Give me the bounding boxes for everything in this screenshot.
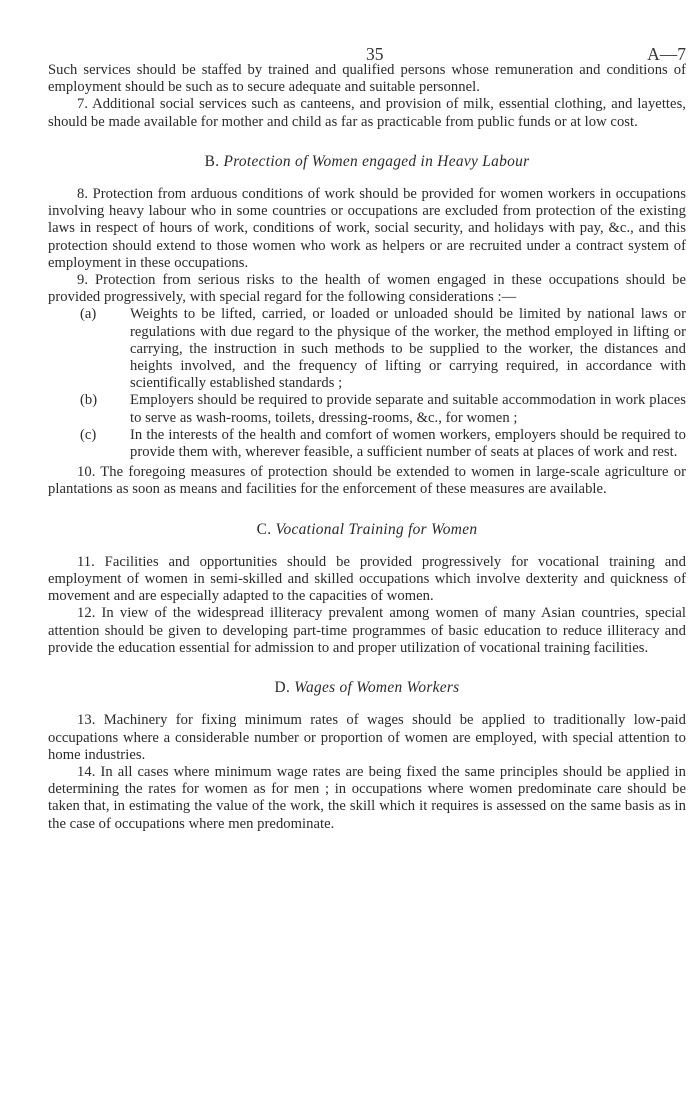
list-item-marker: (b) [80, 392, 98, 409]
list-item-text: Employers should be required to provide separate and suitable accommodation in work places to serve as wash-rooms, toilets, dressing-rooms, &c., for women ; [130, 392, 686, 426]
section-letter: B. [204, 152, 220, 170]
paragraph-11: 11. Facilities and opportunities should be provided progressively for vocational training and employment of women in semi-skilled and skilled occupations which involve dexterity and quickness of movement and are especially adapted to the capacities of women. [48, 553, 686, 605]
list-item-text: Weights to be lifted, carried, or loaded or unloaded should be limited by national laws or regulations with due regard to the physique of the worker, the method employed in lifting or carrying, the instruction in such methods to be supplied to the worker, the distances and heights involved, and the frequency of lifting or carrying required, in accordance with scientifically established standards ; [130, 306, 686, 392]
paragraph-8: 8. Protection from arduous conditions of work should be provided for women workers in occupations involving heavy labour who in some countries or occupations are excluded from protection of the existing laws in respect of hours of work, conditions of work, social security, and holidays with pay, &c., and this protection should extend to those women who work as helpers or are recruited under a contract system of employment in these occupations. [48, 186, 686, 271]
paragraph-7: 7. Additional social services such as canteens, and provision of milk, essential clothing, and layettes, should be made available for mother and child as far as practicable from public funds or at low cost. [48, 96, 686, 130]
section-heading-b [48, 153, 686, 170]
paragraph-12: 12. In view of the widespread illiteracy prevalent among women of many Asian countries, special attention should be given to developing part-time programmes of basic education to reduce illiteracy and provide the education essential for admission to and proper utilization of vocational training facilities. [48, 605, 686, 656]
paragraph-10: 10. The foregoing measures of protection should be extended to women in large-scale agriculture or plantations as soon as means and facilities for the enforcement of these measures are available. [48, 464, 686, 498]
list-item-marker: (c) [80, 426, 97, 443]
section-letter: D. [274, 679, 291, 697]
section-title: Wages of Women Workers [294, 679, 460, 697]
list-item [48, 427, 686, 461]
list-item-text: In the interests of the health and comfort of women workers, employers should be required to provide them with, wherever feasible, a sufficient number of seats at places of work and rest. [130, 426, 686, 461]
paragraph-9: 9. Protection from serious risks to the health of women engaged in these occupations should be provided progressively, with special regard for the following considerations :— [48, 272, 686, 306]
page-number: 35 [366, 44, 384, 64]
section-heading-d [48, 679, 686, 696]
paragraph-14: 14. In all cases where minimum wage rates are being fixed the same principles should be applied in determining the rates for women as for men ; in occupations where women predominate care should be taken that, in estimating the value of the work, the skill which it requires is assessed on the same basis as in the case of occupations where men predominate. [48, 763, 686, 832]
section-letter: C. [256, 520, 272, 538]
list-item [48, 306, 686, 392]
document-page [48, 0, 686, 833]
document-body [48, 62, 686, 833]
section-title: Vocational Training for Women [275, 520, 478, 538]
list-item-marker: (a) [80, 306, 97, 323]
section-title: Protection of Women engaged in Heavy Labour [223, 152, 530, 170]
paragraph-intro: Such services should be staffed by trained and qualified persons whose remuneration and conditions of employment should be such as to secure adequate and suitable personnel. [48, 62, 686, 96]
list-item [48, 392, 686, 426]
paragraph-13: 13. Machinery for fixing minimum rates of wages should be applied to traditionally low-paid occupations where a considerable number or proportion of women are employed, with special attention to home industries. [48, 712, 686, 763]
section-heading-c [48, 521, 686, 538]
page-header [48, 0, 686, 62]
document-reference: A—7 [647, 44, 686, 64]
